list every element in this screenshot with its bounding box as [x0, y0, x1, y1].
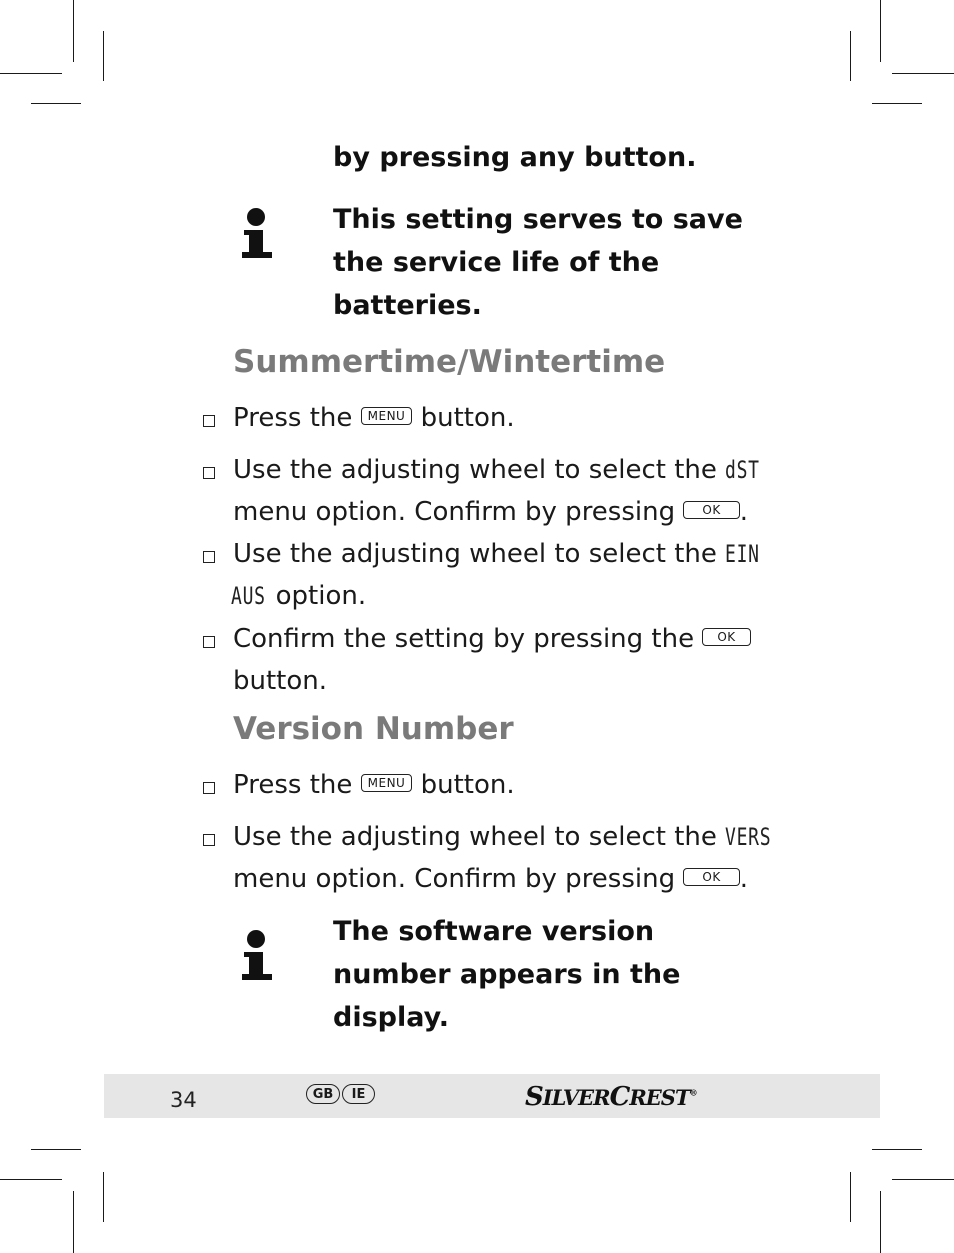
step-text: .: [739, 497, 748, 527]
step-text: button.: [420, 770, 515, 800]
step-select-ein-aus: [233, 538, 772, 570]
checkbox-bullet: [203, 551, 215, 563]
section-heading-summertime: Summertime/Wintertime: [233, 344, 666, 380]
page-number: 34: [170, 1088, 197, 1112]
step-confirm-line: [233, 863, 748, 895]
crop-mark: [880, 1191, 881, 1253]
lcd-dst-symbol: dST: [725, 456, 760, 484]
note-line: The software version: [333, 916, 655, 947]
step-text: Press the: [233, 770, 353, 800]
crop-mark: [0, 73, 62, 74]
crop-mark: [103, 1172, 104, 1222]
ok-key: OK: [683, 868, 739, 886]
menu-key: MENU: [361, 774, 413, 792]
step-text: Confirm the setting by pressing the: [233, 624, 695, 654]
crop-mark: [892, 1179, 954, 1180]
step-text: button.: [420, 403, 515, 433]
ok-key: OK: [702, 628, 750, 646]
crop-mark: [872, 103, 922, 104]
step-text: Press the: [233, 403, 353, 433]
step-select-vers: [233, 821, 787, 853]
checkbox-bullet: [203, 782, 215, 794]
note-version: [333, 910, 680, 1039]
step-button-line: button.: [233, 666, 328, 696]
step-text: Use the adjusting wheel to select the: [233, 822, 717, 852]
lcd-vers-symbol: VERS: [725, 823, 772, 851]
crop-mark: [31, 103, 81, 104]
country-badge-gb: GB: [306, 1084, 340, 1104]
info-icon: [240, 208, 274, 264]
note-line: This setting serves to save: [333, 204, 743, 235]
step-select-dst: [233, 454, 772, 486]
ok-key: OK: [683, 501, 739, 519]
step-text: menu option. Confirm by pressing: [233, 864, 676, 894]
crop-mark: [73, 1191, 74, 1253]
step-press-menu: [233, 402, 515, 434]
note-line: display.: [333, 1002, 450, 1033]
info-icon: [240, 930, 274, 986]
country-badge-ie: IE: [342, 1084, 375, 1104]
note-line: the service life of the: [333, 247, 660, 278]
step-confirm-setting: [233, 623, 751, 655]
crop-mark: [850, 31, 851, 81]
checkbox-bullet: [203, 834, 215, 846]
page-footer: [104, 1074, 880, 1118]
crop-mark: [73, 0, 74, 62]
crop-mark: [892, 73, 954, 74]
logo-letters: ILVER: [542, 1085, 610, 1110]
logo-letter: S: [525, 1082, 543, 1112]
crop-mark: [0, 1179, 62, 1180]
note-line: number appears in the: [333, 959, 681, 990]
checkbox-bullet: [203, 467, 215, 479]
logo-letters: REST: [629, 1085, 690, 1110]
registered-mark: ®: [689, 1087, 697, 1098]
step-text: option.: [275, 581, 367, 611]
continuation-text: by pressing any button.: [333, 142, 697, 173]
step-press-menu: [233, 769, 515, 801]
crop-mark: [31, 1149, 81, 1150]
step-text: .: [739, 864, 748, 894]
crop-mark: [103, 31, 104, 81]
note-line: batteries.: [333, 290, 482, 321]
crop-mark: [872, 1149, 922, 1150]
crop-mark: [880, 0, 881, 62]
crop-mark: [850, 1172, 851, 1222]
section-heading-version: Version Number: [233, 711, 514, 747]
brand-logo: [525, 1082, 697, 1112]
logo-letter: C: [609, 1082, 630, 1112]
lcd-aus-symbol: AUS: [231, 582, 266, 610]
lcd-ein-symbol: EIN: [725, 540, 760, 568]
step-text: Use the adjusting wheel to select the: [233, 539, 717, 569]
step-text: Use the adjusting wheel to select the: [233, 455, 717, 485]
step-text: menu option. Confirm by pressing: [233, 497, 676, 527]
step-option-line: [231, 580, 366, 612]
checkbox-bullet: [203, 415, 215, 427]
step-confirm-line: [233, 496, 748, 528]
menu-key: MENU: [361, 407, 413, 425]
checkbox-bullet: [203, 636, 215, 648]
note-battery: [333, 198, 743, 327]
